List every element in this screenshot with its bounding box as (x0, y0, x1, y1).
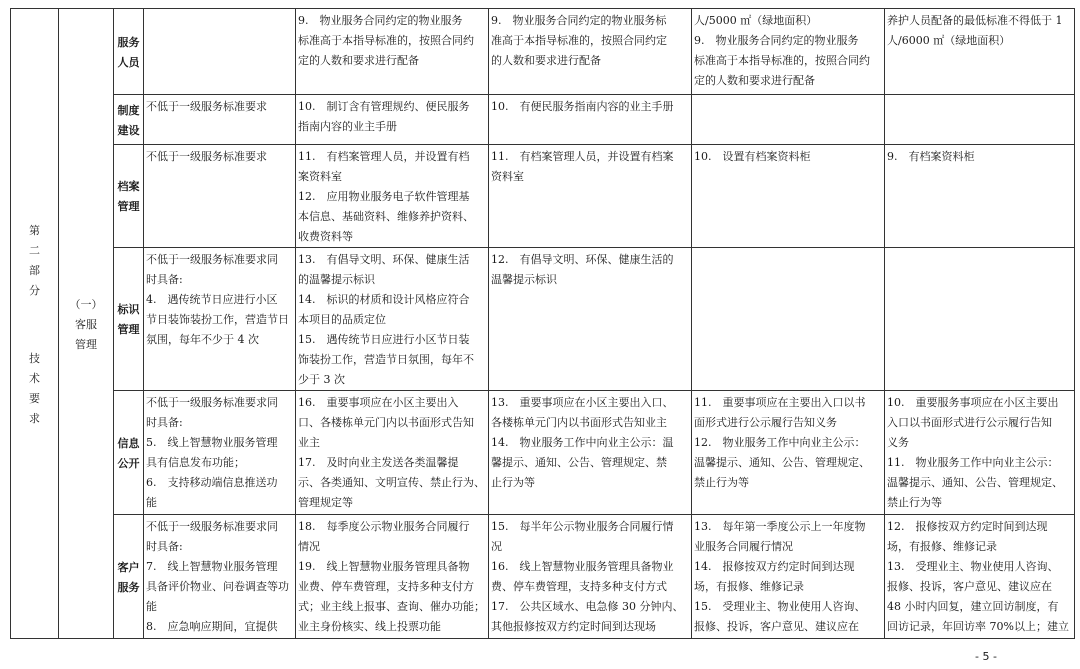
text-line: 标准高于本指导标准的，按照合同约 (694, 54, 870, 67)
text-line: 情况 (298, 540, 320, 553)
text-line: 温馨提示、通知、公告、管理规定、 (887, 476, 1063, 489)
text-line: 10. 重要服务事项应在小区主要出 (887, 396, 1059, 409)
standard-cell (692, 515, 885, 639)
text-line: 准高于本指导标准的，按照合同约定 (491, 34, 667, 47)
text-line: 本项目的品质定位 (298, 313, 386, 326)
table-row (11, 515, 1075, 639)
standard-cell (144, 248, 296, 391)
text-line: 8. 应急响应期间，宜提供 (146, 620, 278, 633)
text-line: 的温馨提示标识 (298, 273, 375, 286)
text-line: 6. 支持移动端信息推送功 (146, 476, 278, 489)
text-line: 14. 报修按双方约定时间到达现 (694, 560, 855, 573)
text-line: 11. 有档案管理人员，并设置有档 (298, 150, 470, 163)
text-line: 业主 (298, 436, 320, 449)
text-line: 17. 公共区域水、电急修 30 分钟内、 (491, 600, 684, 613)
text-line: 10. 设置有档案资料柜 (694, 150, 811, 163)
text-line: 回访记录，年回访率 70%以上；建立 (887, 620, 1069, 633)
text-line: 报修、投诉，客户意见、建议应在 (694, 620, 859, 633)
text-line: 9. 物业服务合同约定的物业服务标 (491, 14, 667, 27)
text-line: 不低于一级服务标准要求同 (146, 520, 278, 533)
table-row (11, 9, 1075, 95)
standard-cell (489, 145, 692, 248)
text-line: 14. 物业服务工作中向业主公示：温 (491, 436, 674, 449)
text-line: 不低于一级服务标准要求 (146, 100, 267, 113)
text-line: 指南内容的业主手册 (298, 120, 397, 133)
part-heading-char: 部 (29, 263, 40, 277)
text-line: 口、各楼栋单元门内以书面形式告知 (298, 416, 474, 429)
text-line: 10. 制订含有管理规约、便民服务 (298, 100, 470, 113)
text-line: 温馨提示标识 (491, 273, 557, 286)
standard-cell (692, 248, 885, 391)
standard-cell (296, 515, 489, 639)
text-line: 48 小时内回复，建立回访制度，有 (887, 600, 1059, 613)
text-line: 管理 (117, 323, 140, 336)
part-heading (11, 9, 59, 639)
standard-cell (296, 145, 489, 248)
text-line: 面形式进行公示履行告知义务 (694, 416, 837, 429)
text-line: 能 (146, 600, 157, 613)
text-line: 定的人数和要求进行配备 (694, 74, 815, 87)
text-line: 场，有报修、维修记录 (694, 580, 804, 593)
text-line: 饰装扮工作，营造节日氛围，每年不 (298, 353, 474, 366)
category-cell (59, 9, 114, 639)
text-line: 档案 (117, 180, 140, 193)
category-label: 管理 (75, 337, 97, 351)
standard-cell (144, 9, 296, 95)
text-line: 9. 有档案资料柜 (887, 150, 975, 163)
text-line: 止行为等 (491, 476, 535, 489)
text-line: 16. 线上智慧物业服务管理具备物业 (491, 560, 674, 573)
text-line: 管理 (117, 200, 140, 213)
part-heading-char: 技 (29, 351, 40, 365)
text-line: 标识 (117, 303, 140, 316)
category-label: 客服 (75, 317, 97, 331)
text-line: 12. 有倡导文明、环保、健康生活的 (491, 253, 674, 266)
text-line: 禁止行为等 (887, 496, 942, 509)
text-line: 示、各类通知、文明宣传、禁止行为、 (298, 476, 485, 489)
text-line: 费、停车费管理，支持多种支付方式 (491, 580, 667, 593)
standard-cell (885, 145, 1075, 248)
text-line: 资料室 (491, 170, 524, 183)
text-line: 公开 (117, 456, 140, 470)
text-line: 17. 及时向业主发送各类温馨提 (298, 456, 459, 469)
text-line: 场，有报修、维修记录 (887, 540, 997, 553)
text-line: 具备评价物业、问卷调查等功 (146, 580, 289, 593)
standard-cell (296, 248, 489, 391)
text-line: 具有信息发布功能； (146, 456, 245, 469)
part-heading-char: 要 (29, 391, 40, 405)
text-line: 业主身份核实、线上投票功能 (298, 620, 441, 633)
text-line: 不低于一级服务标准要求同 (146, 253, 278, 266)
text-line: 12. 应用物业服务电子软件管理基 (298, 190, 470, 203)
standard-cell (144, 391, 296, 515)
text-line: 少于 3 次 (298, 373, 345, 386)
text-line: 19. 线上智慧物业服务管理具备物 (298, 560, 470, 573)
part-heading-char: 二 (29, 243, 40, 257)
standard-cell (296, 391, 489, 515)
subcategory-label (114, 515, 144, 639)
text-line: 9. 物业服务合同约定的物业服务 (694, 34, 859, 47)
text-line: 定的人数和要求进行配备 (298, 54, 419, 67)
standards-table (10, 8, 1075, 639)
standard-cell (885, 248, 1075, 391)
text-line: 15. 每半年公示物业服务合同履行情 (491, 520, 674, 533)
part-heading-char: 术 (29, 371, 40, 385)
text-line: 的人数和要求进行配备 (491, 54, 601, 67)
category-label: （一） (69, 297, 103, 311)
standard-cell (144, 95, 296, 145)
standard-cell (489, 515, 692, 639)
text-line: 13. 重要事项应在小区主要出入口、 (491, 396, 674, 409)
text-line: 案资料室 (298, 170, 342, 183)
text-line: 况 (491, 540, 502, 553)
text-line: 服务 (117, 580, 140, 594)
text-line: 5. 线上智慧物业服务管理 (146, 436, 278, 449)
text-line: 养护人员配备的最低标准不得低于 1 (887, 14, 1063, 27)
text-line: 11. 有档案管理人员，并设置有档案 (491, 150, 674, 163)
text-line: 业服务合同履行情况 (694, 540, 793, 553)
text-line: 13. 受理业主、物业使用人咨询、 (887, 560, 1059, 573)
standard-cell (144, 145, 296, 248)
standard-cell (489, 95, 692, 145)
text-line: 信息 (117, 436, 140, 450)
standard-cell (489, 391, 692, 515)
text-line: 时具备: (146, 416, 183, 429)
text-line: 9. 物业服务合同约定的物业服务 (298, 14, 463, 27)
text-line: 报修、投诉，客户意见、建议应在 (887, 580, 1052, 593)
text-line: 人员 (117, 55, 140, 69)
text-line: 时具备: (146, 273, 183, 286)
subcategory-label (114, 248, 144, 391)
text-line: 客户 (117, 560, 140, 574)
table-row (11, 248, 1075, 391)
text-line: 12. 报修按双方约定时间到达现 (887, 520, 1048, 533)
text-line: 标准高于本指导标准的，按照合同约 (298, 34, 474, 47)
text-line: 式；业主线上报事、查询、催办功能； (298, 600, 485, 613)
text-line: 12. 物业服务工作中向业主公示： (694, 436, 866, 449)
text-line: 禁止行为等 (694, 476, 749, 489)
text-line: 不低于一级服务标准要求 (146, 150, 267, 163)
text-line: 各楼栋单元门内以书面形式告知业主 (491, 416, 667, 429)
standard-cell (885, 391, 1075, 515)
text-line: 建设 (117, 123, 140, 137)
text-line: 本信息、基础资料、维修养护资料、 (298, 210, 474, 223)
text-line: 18. 每季度公示物业服务合同履行 (298, 520, 470, 533)
subcategory-label (114, 9, 144, 95)
text-line: 能 (146, 496, 157, 509)
text-line: 11. 重要事项应在主要出入口以书 (694, 396, 866, 409)
text-line: 11. 物业服务工作中向业主公示： (887, 456, 1059, 469)
standard-cell (692, 9, 885, 95)
standard-cell (296, 95, 489, 145)
text-line: 不低于一级服务标准要求同 (146, 396, 278, 409)
standard-cell (885, 515, 1075, 639)
text-line: 13. 每年第一季度公示上一年度物 (694, 520, 866, 533)
standard-cell (885, 95, 1075, 145)
standard-cell (144, 515, 296, 639)
text-line: 氛围，每年不少于 4 次 (146, 333, 259, 346)
standard-cell (885, 9, 1075, 95)
standard-cell (692, 391, 885, 515)
subcategory-label (114, 95, 144, 145)
text-line: 温馨提示、通知、公告、管理规定、 (694, 456, 870, 469)
subcategory-label (114, 145, 144, 248)
standard-cell (692, 145, 885, 248)
text-line: 14. 标识的材质和设计风格应符合 (298, 293, 470, 306)
table-row (11, 95, 1075, 145)
text-line: 其他报修按双方约定时间到达现场 (491, 620, 656, 633)
page-number: - 5 - (975, 650, 997, 663)
text-line: 16. 重要事项应在小区主要出入 (298, 396, 459, 409)
text-line: 义务 (887, 436, 909, 449)
part-heading-char: 求 (29, 411, 40, 425)
text-line: 人/5000 ㎡（绿地面积） (694, 14, 818, 27)
subcategory-label (114, 391, 144, 515)
text-line: 15. 遇传统节日应进行小区节日装 (298, 333, 470, 346)
standard-cell (296, 9, 489, 95)
text-line: 制度 (117, 103, 140, 117)
text-line: 服务 (117, 35, 140, 49)
text-line: 人/6000 ㎡（绿地面积） (887, 34, 1011, 47)
text-line: 节日装饰装扮工作，营造节日 (146, 313, 289, 326)
standard-cell (489, 9, 692, 95)
text-line: 10. 有便民服务指南内容的业主手册 (491, 100, 674, 113)
text-line: 业费、停车费管理，支持多种支付方 (298, 580, 474, 593)
text-line: 馨提示、通知、公告、管理规定、禁 (491, 456, 667, 469)
part-heading-char: 第 (29, 223, 40, 237)
text-line: 收费资料等 (298, 230, 353, 243)
text-line: 7. 线上智慧物业服务管理 (146, 560, 278, 573)
text-line: 13. 有倡导文明、环保、健康生活 (298, 253, 470, 266)
text-line: 15. 受理业主、物业使用人咨询、 (694, 600, 866, 613)
text-line: 管理规定等 (298, 496, 353, 509)
table-row (11, 145, 1075, 248)
part-heading-char: 分 (29, 283, 40, 297)
standard-cell (489, 248, 692, 391)
text-line: 4. 遇传统节日应进行小区 (146, 293, 278, 306)
standard-cell (692, 95, 885, 145)
table-row (11, 391, 1075, 515)
text-line: 入口以书面形式进行公示履行告知 (887, 416, 1052, 429)
text-line: 时具备: (146, 540, 183, 553)
